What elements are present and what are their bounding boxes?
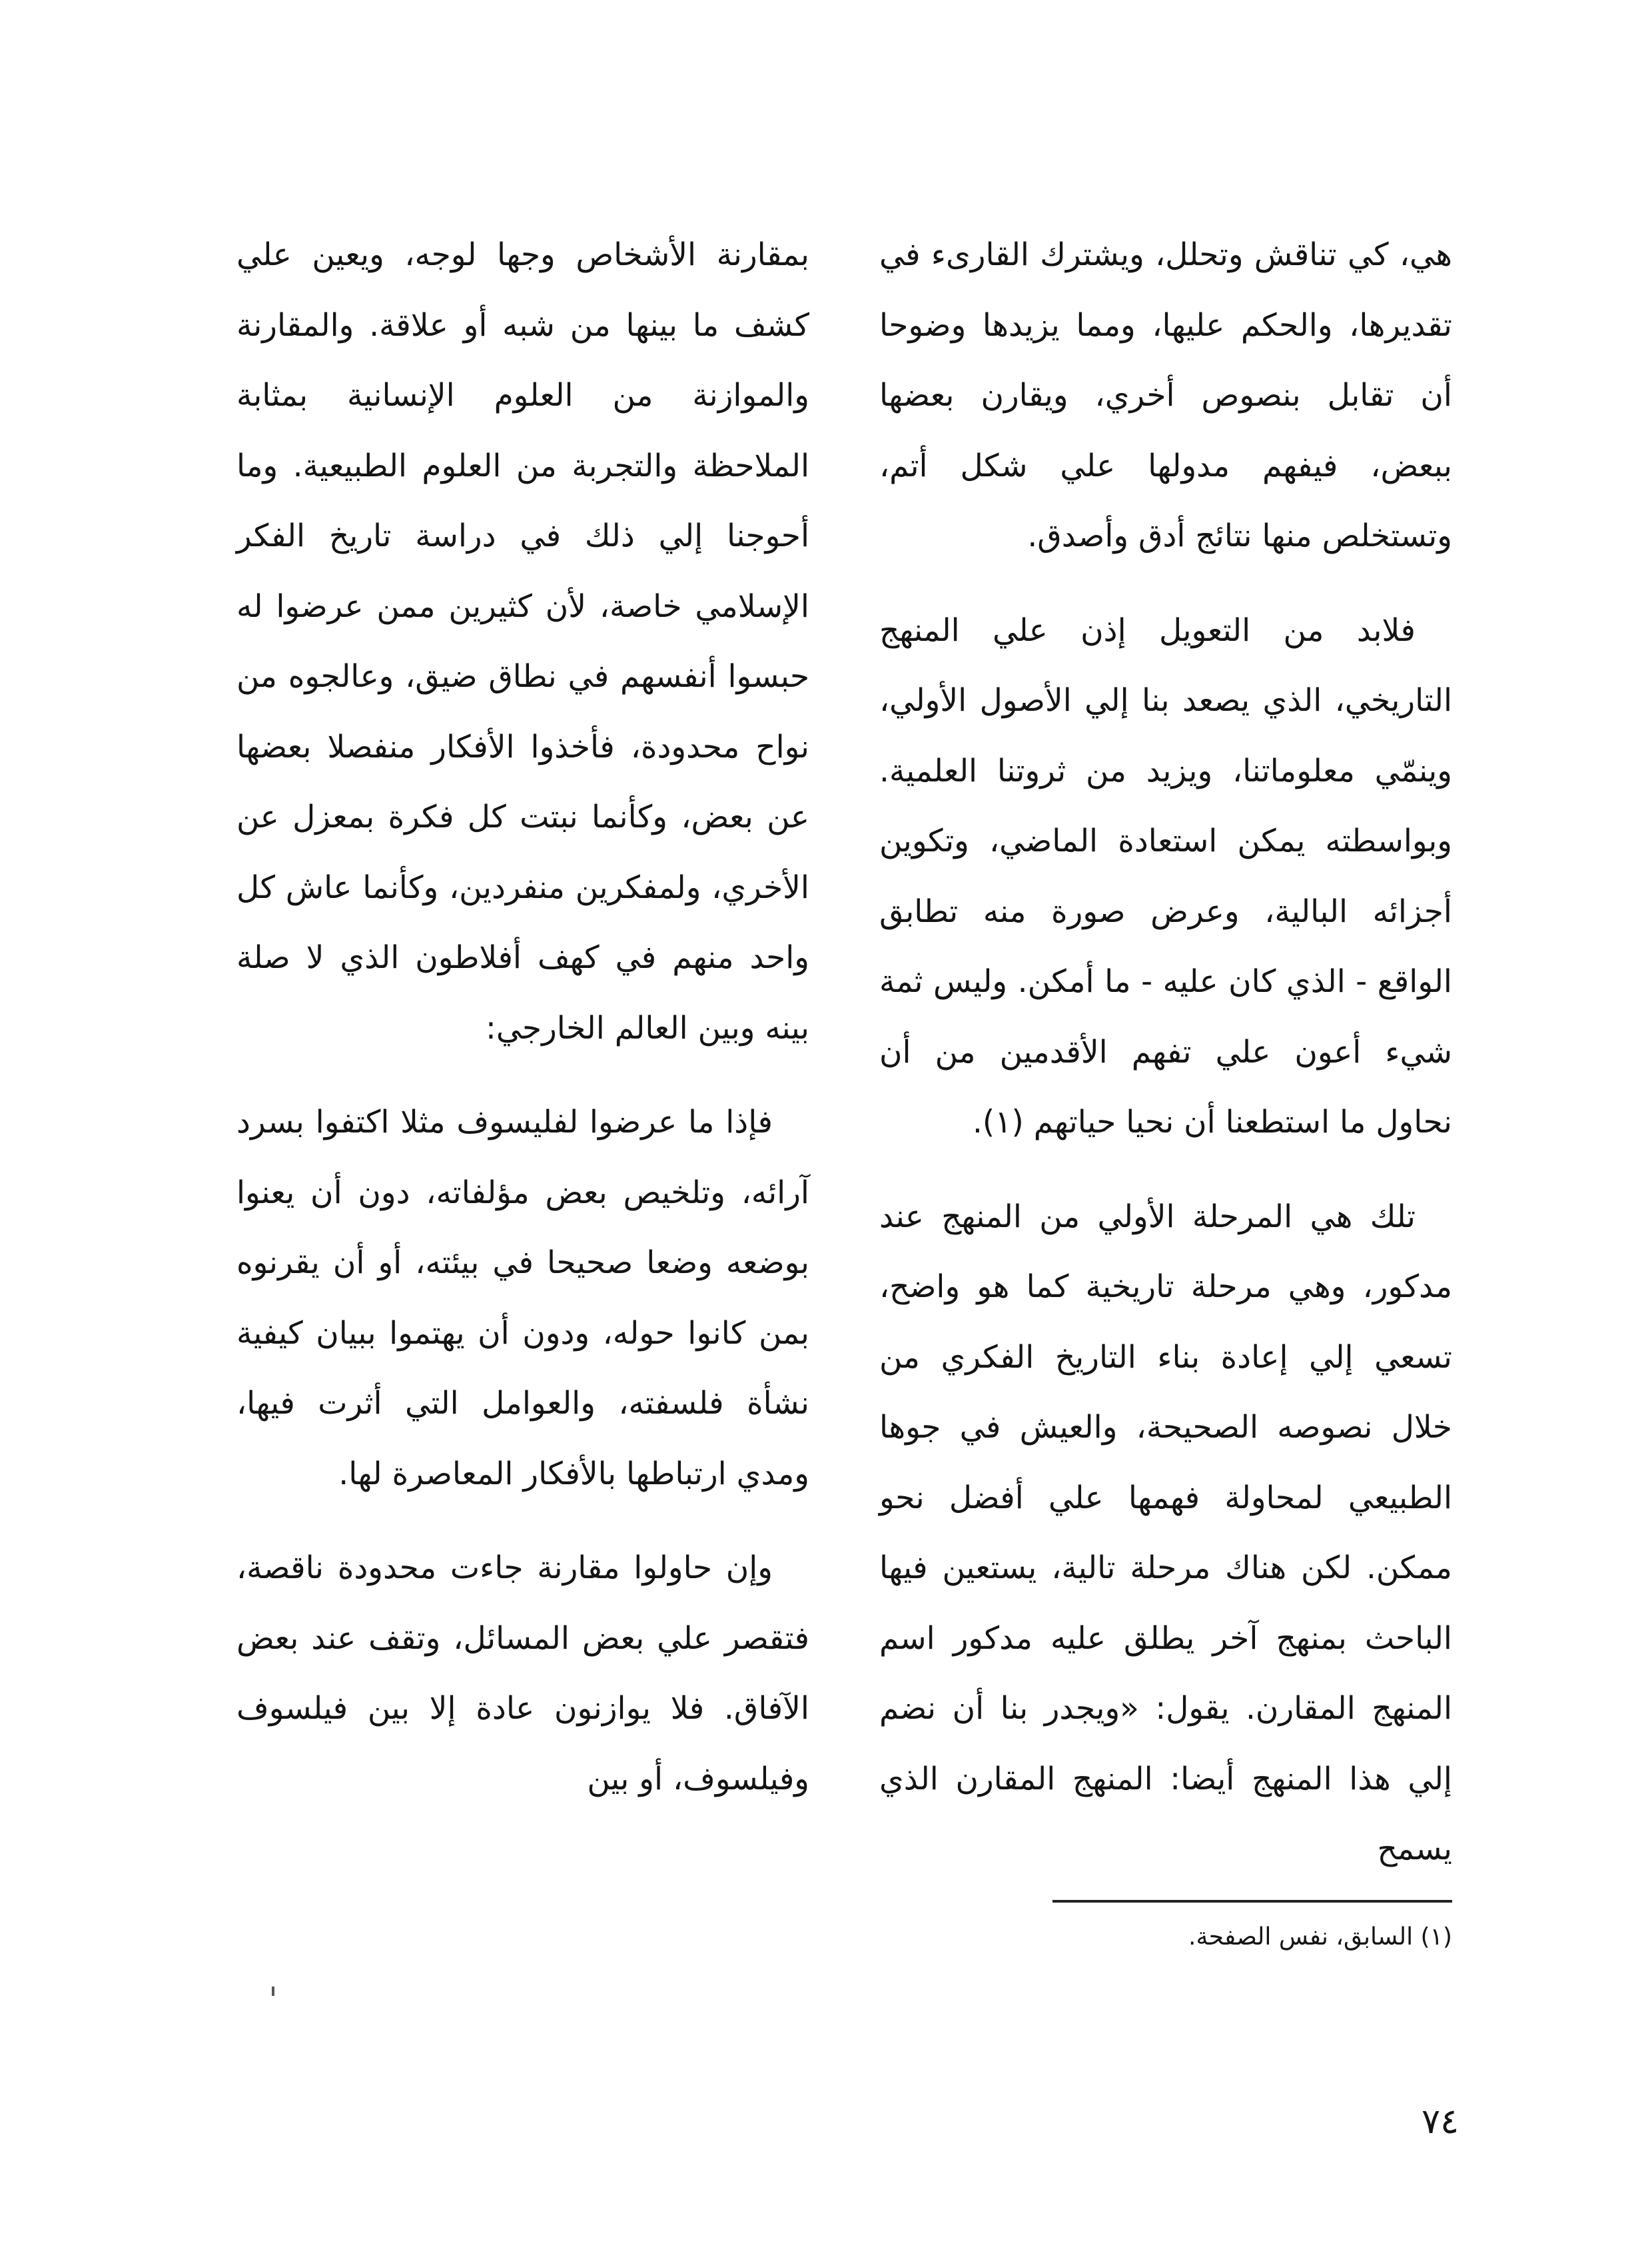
- footnote: (١) السابق، نفس الصفحة.: [1188, 1923, 1452, 1951]
- paragraph: تلك هي المرحلة الأولي من المنهج عند مدكور، وهي مرحلة تاريخية كما هو واضح، تسعي إلي إعادة بناء التاريخ الفكري من خلال نصوصه الصحيحة، والعيش في جوها الطبيعي لمحاولة فهمها علي أفضل نحو ممكن. لكن هناك مرحلة تالية، يستعين فيها الباحث بمنهج آخر يطلق عليه مدكور اسم المنهج المقارن. يقول: «ويجدر بنا أن نضم إلي هذا المنهج أيضا: المنهج المقارن الذي يسمح: [879, 1198, 1452, 1867]
- footnote-divider: [1052, 1900, 1452, 1903]
- paragraph: فإذا ما عرضوا لفليسوف مثلا اكتفوا بسرد آرائه، وتلخيص بعض مؤلفاته، دون أن يعنوا بوضعه وضعا صحيحا في بيئته، أو أن يقرنوه بمن كانوا حوله، ودون أن يهتموا ببيان كيفية نشأة فلسفته، والعوامل التي أثرت فيها، ومدي ارتباطها بالأفكار المعاصرة لها.: [236, 1104, 809, 1492]
- paragraph: بمقارنة الأشخاص وجها لوجه، ويعين علي كشف ما بينها من شبه أو علاقة. والمقارنة والموازنة من العلوم الإنسانية بمثابة الملاحظة والتجربة من العلوم الطبيعية. وما أحوجنا إلي ذلك في دراسة تاريخ الفكر الإسلامي خاصة، لأن كثيرين ممن عرضوا له حبسوا أنفسهم في نطاق ضيق، وعالجوه من نواح محدودة، فأخذوا الأفكار منفصلا بعضها عن بعض، وكأنما نبتت كل فكرة بمعزل عن الأخري، ولمفكرين منفردين، وكأنما عاش كل واحد منهم في كهف أفلاطون الذي لا صلة بينه وبين العالم الخارجي:: [236, 236, 809, 1047]
- paragraph: وإن حاولوا مقارنة جاءت محدودة ناقصة، فتقصر علي بعض المسائل، وتقف عند بعض الآفاق. فلا يوازنون عادة إلا بين فيلسوف وفيلسوف، أو بين: [236, 1550, 809, 1797]
- paragraph: هي، كي تناقش وتحلل، ويشترك القارىء في تقديرها، والحكم عليها، ومما يزيدها وضوحا أن تقابل بنصوص أخري، ويقارن بعضها ببعض، فيفهم مدولها علي شكل أتم، وتستخلص منها نتائج أدق وأصدق.: [879, 236, 1452, 554]
- scan-speck: [272, 1987, 274, 1996]
- paragraph: فلابد من التعويل إذن علي المنهج التاريخي، الذي يصعد بنا إلي الأصول الأولي، وينمّي معلوماتنا، ويزيد من ثروتنا العلمية. وبواسطته يمكن استعادة الماضي، وتكوين أجزائه البالية، وعرض صورة منه تطابق الواقع - الذي كان عليه - ما أمكن. وليس ثمة شيء أعون علي تفهم الأقدمين من أن نحاول ما استطعنا أن نحيا حياتهم (١).: [879, 612, 1452, 1140]
- right-text-column: [879, 220, 1452, 1909]
- page-number: ٧٤: [1422, 2102, 1459, 2142]
- left-text-column: [236, 220, 809, 1838]
